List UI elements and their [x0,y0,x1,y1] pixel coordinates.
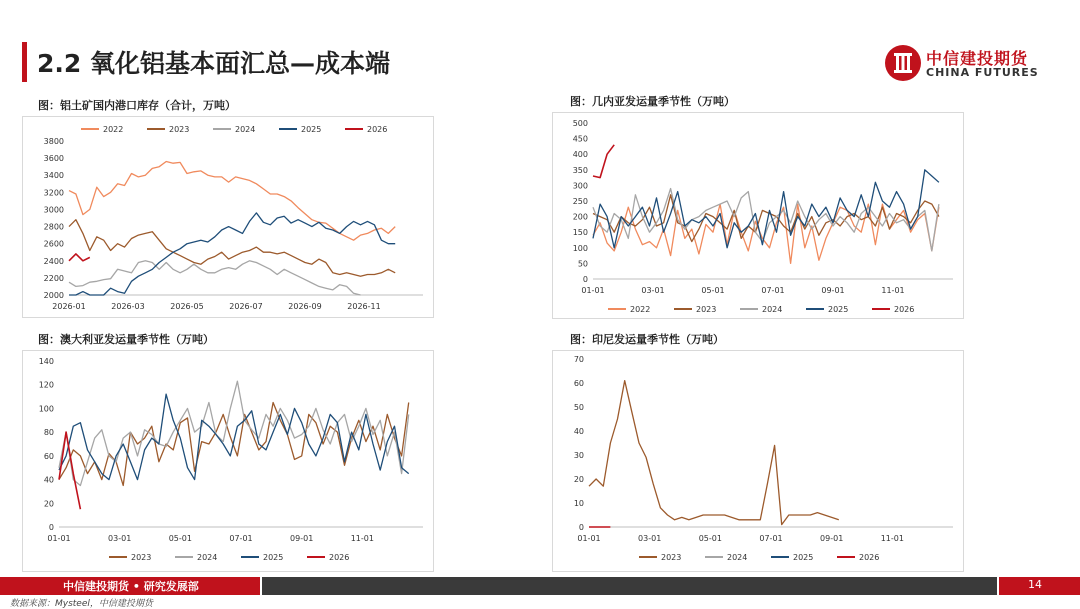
x-tick-label: 2026-09 [288,302,322,311]
legend-label-2024: 2024 [235,125,256,134]
y-tick-label: 350 [572,165,588,175]
page-title: 2.2 氧化铝基本面汇总—成本端 [37,49,390,78]
series-line-2026 [69,254,90,261]
legend-label-2022: 2022 [630,305,651,314]
x-tick-label: 09-01 [290,534,314,543]
x-tick-label: 05-01 [168,534,192,543]
series-line-2025 [59,394,409,479]
y-tick-label: 10 [573,499,584,508]
chart-1-frame [22,116,434,318]
series-line-2023 [589,381,839,525]
y-tick-label: 2800 [43,222,64,232]
y-tick-label: 100 [572,243,588,253]
y-tick-label: 100 [38,404,54,414]
legend-label-2026: 2026 [894,305,915,314]
chart-3-title: 图：澳大利亚发运量季节性（万吨） [38,333,214,346]
y-tick-label: 300 [572,181,588,191]
legend-label-2026: 2026 [859,553,880,562]
legend-label-2023: 2023 [696,305,717,314]
page-number: 14 [1028,578,1042,591]
y-tick-label: 250 [572,197,588,206]
chart-2-frame [552,112,964,319]
chart-1-title: 图：铝土矿国内港口库存（合计，万吨） [38,99,236,112]
y-tick-label: 3000 [43,205,64,215]
y-tick-label: 70 [573,355,584,364]
y-tick-label: 20 [573,475,584,484]
y-tick-label: 2600 [43,239,64,249]
x-tick-label: 03-01 [108,534,132,543]
x-tick-label: 2026-03 [111,302,145,311]
x-tick-label: 2026-11 [347,302,381,311]
y-tick-label: 150 [572,228,588,238]
legend-label-2025: 2025 [301,125,322,134]
y-tick-label: 50 [573,403,584,412]
chart-2-title: 图：几内亚发运量季节性（万吨） [570,95,735,108]
y-tick-label: 120 [38,380,54,390]
legend-label-2026: 2026 [367,125,388,134]
y-tick-label: 60 [573,379,584,388]
x-tick-label: 2026-05 [170,302,204,311]
chart-guinea-shipments [553,113,963,318]
series-line-2025 [593,170,939,248]
x-tick-label: 01-01 [581,286,605,295]
logo-mark-icon [884,44,922,82]
company-logo [884,44,1044,84]
y-tick-label: 0 [578,523,584,532]
y-tick-label: 2400 [43,256,64,266]
legend-label-2026: 2026 [329,553,350,562]
legend-label-2025: 2025 [828,305,849,314]
chart-3-frame [22,350,434,572]
y-tick-label: 50 [577,259,588,269]
y-tick-label: 2000 [43,291,64,300]
data-source-note: 数据来源：Mysteel，中信建投期货 [10,599,153,609]
footer-department: 中信建投期货 • 研究发展部 [63,580,199,593]
y-tick-label: 60 [43,451,54,461]
y-tick-label: 40 [573,427,584,436]
x-tick-label: 01-01 [577,534,601,543]
y-tick-label: 80 [43,428,54,438]
title-accent-bar [22,42,27,82]
x-tick-label: 2026-01 [52,302,86,311]
x-tick-label: 05-01 [701,286,725,295]
y-tick-label: 2200 [43,273,64,283]
chart-4-frame [552,350,964,572]
y-tick-label: 140 [38,357,54,366]
y-tick-label: 3800 [43,137,64,146]
x-tick-label: 2026-07 [229,302,263,311]
x-tick-label: 03-01 [641,286,665,295]
legend-label-2022: 2022 [103,125,124,134]
legend-label-2024: 2024 [197,553,218,562]
y-tick-label: 400 [572,150,588,160]
legend-label-2023: 2023 [169,125,190,134]
x-tick-label: 07-01 [761,286,785,295]
legend-label-2025: 2025 [793,553,814,562]
y-tick-label: 200 [572,212,588,222]
legend-label-2024: 2024 [727,553,748,562]
y-tick-label: 3200 [43,188,64,198]
legend-label-2023: 2023 [131,553,152,562]
y-tick-label: 3600 [43,154,64,164]
x-tick-label: 07-01 [229,534,253,543]
logo-text-en: CHINA FUTURES [926,66,1039,79]
footer-middle-band [262,577,997,595]
series-line-2025 [69,213,395,295]
legend-label-2023: 2023 [661,553,682,562]
series-line-2026 [593,145,614,178]
x-tick-label: 09-01 [821,286,845,295]
x-tick-label: 11-01 [881,286,905,295]
legend-label-2024: 2024 [762,305,783,314]
legend-label-2025: 2025 [263,553,284,562]
y-tick-label: 450 [572,134,588,144]
chart-bauxite-port-inventory [23,117,433,317]
chart-indonesia-shipments [553,351,963,571]
y-tick-label: 0 [582,275,588,284]
y-tick-label: 3400 [43,171,64,181]
y-tick-label: 30 [573,451,584,460]
x-tick-label: 01-01 [47,534,71,543]
x-tick-label: 07-01 [759,534,783,543]
x-tick-label: 05-01 [698,534,722,543]
logo-text-cn: 中信建投期货 [926,49,1029,68]
x-tick-label: 11-01 [880,534,904,543]
y-tick-label: 20 [43,499,54,509]
x-tick-label: 11-01 [350,534,374,543]
y-tick-label: 0 [48,523,54,532]
chart-4-title: 图：印尼发运量季节性（万吨） [570,333,724,346]
y-tick-label: 40 [43,475,54,485]
y-tick-label: 500 [572,119,588,128]
x-tick-label: 03-01 [638,534,662,543]
x-tick-label: 09-01 [820,534,844,543]
chart-australia-shipments [23,351,433,571]
